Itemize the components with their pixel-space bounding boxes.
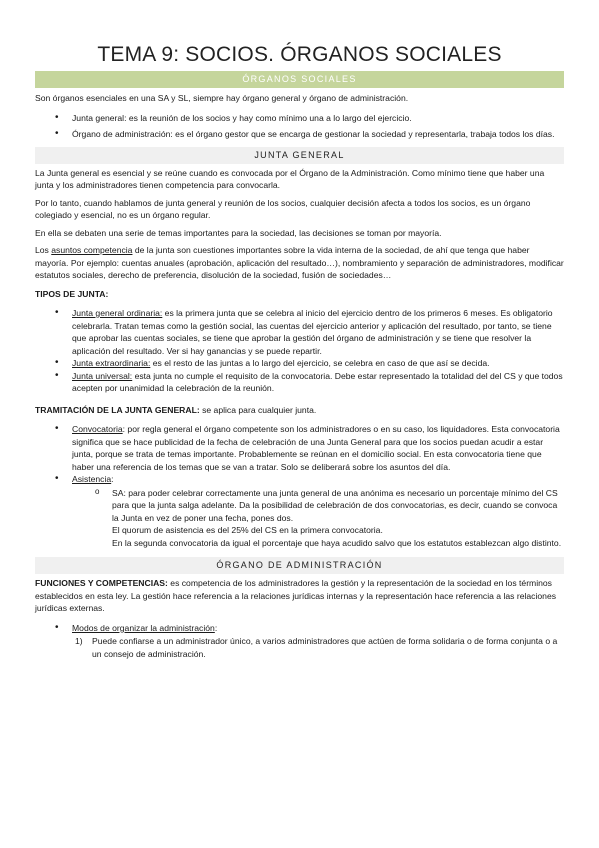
term-text: es el resto de las juntas a lo largo del ejercicio, se celebra en caso de que así se decida. [150, 358, 490, 368]
funciones-paragraph [35, 577, 564, 615]
asistencia-sublist [72, 487, 564, 550]
list-item: • Junta general: es la reunión de los socios y hay como mínimo una a lo largo del ejercicio. [72, 112, 564, 125]
subheading-tipos: TIPOS DE JUNTA: [35, 288, 109, 299]
term-text: : por regla general el órgano competente son los administradores o en su caso, los liquidadores. Esta convocatoria significa que se hace publicidad de la fecha de celebración de una Junta General para que los socios puedan acudir a estar junta, porque se trata de temas importante. Probablemente se reúnan en el domicilio social. En esta convocatoria tiene que haber una referencia de los temas que se van a tratar. Solo se deliberará sobre los asuntos del día. [72, 424, 560, 472]
sa-line: o SA: para poder celebrar correctamente una junta general de una anónima es necesario un porcentaje mínimo del CS para que la junta salga adelante. Da la posibilidad de celebración de dos convocatorias, es decir, cuando se convoca la Junta en vez de poner una fecha, pones dos. [112, 487, 558, 523]
modos-list [35, 622, 564, 635]
section-header-organos-sociales: ÓRGANOS SOCIALES [35, 71, 564, 88]
term-label: Convocatoria [72, 424, 123, 434]
paragraph: Por lo tanto, cuando hablamos de junta general y reunión de los socios, cualquier decisión afecta a todos los socios, es un órgano colegiado y esencial, no es un órgano regular. [35, 197, 531, 220]
tramitacion-list [35, 423, 564, 549]
page-title: TEMA 9: SOCIOS. ÓRGANOS SOCIALES [97, 43, 502, 66]
term-text: : [111, 474, 114, 484]
numbered-item [75, 635, 564, 660]
list-item [72, 370, 564, 395]
term-label: Junta general ordinaria: [72, 308, 163, 318]
subheading-funciones: FUNCIONES Y COMPETENCIAS: [35, 578, 168, 588]
section-header-organo-administracion: ÓRGANO DE ADMINISTRACIÓN [35, 557, 564, 574]
paragraph-intro: Son órganos esenciales en una SA y SL, siempre hay órgano general y órgano de administración. [35, 93, 409, 103]
tramitacion-line [35, 404, 564, 417]
list-item [72, 622, 564, 635]
modos-numbered-list [35, 635, 564, 660]
list-item [72, 423, 564, 473]
underlined-term: asuntos competencia [51, 245, 133, 255]
term-text: es la primera junta que se celebra al inicio del ejercicio dentro de los primeros 6 meses. Es obligatorio celebrarla. Tratan temas como la gestión social, las cuentas del ejercicio anterior y aplicación del resultado, por tanto, se tiene que aprobar las cuentas sociales, se tiene que aprobar la gestión del órgano de administración y se tiene que resolver la aplicación del resultado. Ver si hay ganancias y se puede repartir. [72, 308, 553, 356]
item-number: 1) [75, 636, 83, 646]
sublist-item [112, 487, 564, 550]
list-item: • Órgano de administración: es el órgano gestor que se encarga de gestionar la sociedad y representarla, trabaja todos los días. [72, 128, 564, 141]
subheading-tramitacion: TRAMITACIÓN DE LA JUNTA GENERAL: [35, 404, 200, 415]
list-item [72, 357, 564, 370]
paragraph: En ella se debaten una serie de temas importantes para la sociedad, las decisiones se toman por mayoría. [35, 227, 442, 238]
item-text: Puede confiarse a un administrador único, a varios administradores que actúen de forma solidaria o de forma conjunta o a un consejo de administración. [92, 636, 558, 659]
term-text: : [214, 622, 218, 633]
organos-list [35, 112, 564, 141]
term-text: esta junta no cumple el requisito de la convocatoria. Debe estar representado la totalidad del del CS y que todos acepten por unanimidad la celebración de la reunión. [72, 370, 563, 393]
sa-line: El quorum de asistencia es del 25% del CS en la primera convocatoria. [112, 525, 383, 535]
list-item [72, 473, 564, 549]
tipos-list [35, 307, 564, 395]
term-label: Asistencia [72, 474, 112, 484]
text: se aplica para cualquier junta. [199, 404, 317, 415]
paragraph-asuntos [35, 244, 564, 282]
text: Los [35, 245, 52, 255]
text: de la junta son cuestiones importantes sobre la vida interna de la sociedad, de ahí que tenga que haber mayoría. Por ejemplo: cuentas anuales (aprobación, aplicación del resultado…), nombramiento y separación de administradores, modificar estatutos sociales, derecho de preferencia, disolución de la sociedad, fusión de sociedades… [35, 245, 564, 280]
term-label: Junta extraordinaria: [72, 358, 151, 368]
paragraph: La Junta general es esencial y se reúne cuando es convocada por el Órgano de la Administración. Como mínimo tiene que haber una junta y los administradores tienen competencia para convocarla. [35, 167, 545, 190]
text: es competencia de los administradores la gestión y la representación de la sociedad en los términos establecidos en esta ley. La gestión hace referencia a la relaciones jurídicas internas y la representación hace referencia a las relaciones jurídicas externas. [35, 578, 557, 613]
term-label: Junta universal: [72, 370, 133, 381]
list-item [72, 307, 564, 357]
term-label: Modos de organizar la administración [72, 622, 215, 633]
section-header-junta-general: JUNTA GENERAL [35, 147, 564, 164]
sa-line: En la segunda convocatoria da igual el porcentaje que haya acudido salvo que los estatutos establezcan algo distinto. [112, 537, 562, 548]
